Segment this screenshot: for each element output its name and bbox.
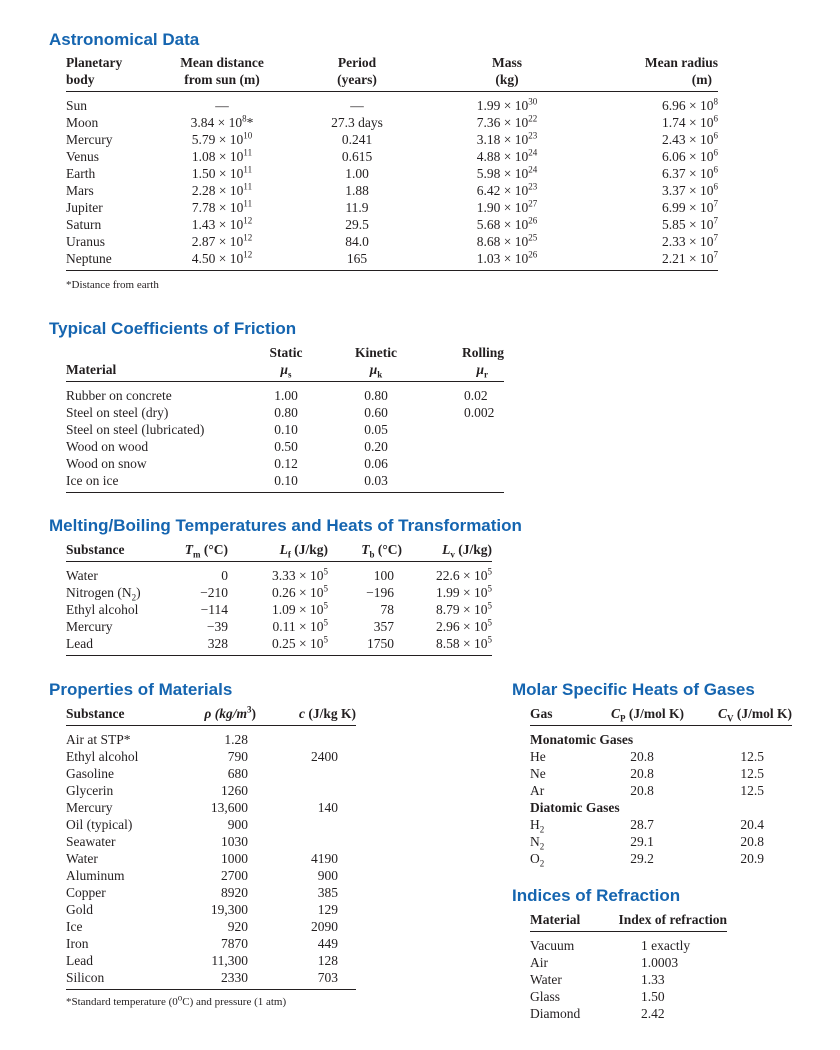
mean-radius: $6.99 \times 10^7$ <box>662 198 718 215</box>
molar-table <box>530 705 792 867</box>
specific-heat-value <box>256 726 356 749</box>
col-header-body-1: Planetary <box>66 55 123 70</box>
substance-name: Gold <box>66 902 93 917</box>
planet-name: Saturn <box>66 217 102 232</box>
col-header-substance: Substance <box>66 705 176 726</box>
density-value: 1.28 <box>224 732 248 747</box>
gas-group-row <box>530 726 792 749</box>
table-row <box>66 131 718 148</box>
col-header-period-2: (years) <box>282 71 432 92</box>
density-value: 13,600 <box>210 800 248 815</box>
col-header-lf: $L_f$ (J/kg) <box>228 541 332 562</box>
table-row <box>66 584 492 601</box>
material-name: Steel on steel (dry) <box>66 405 169 420</box>
rolling-coefficient: 0.02 <box>464 388 488 403</box>
table-row <box>66 148 718 165</box>
materials-title: Properties of Materials <box>49 680 233 699</box>
material-name: Air <box>530 955 548 970</box>
orbital-period: 1.00 <box>345 166 369 181</box>
mean-distance: $1.08 \times 10^{11}$ <box>191 147 253 164</box>
col-header-material: Material <box>66 361 246 382</box>
rolling-coefficient <box>426 438 504 455</box>
density-value: 790 <box>227 749 248 764</box>
static-coefficient: 1.00 <box>274 388 298 403</box>
col-header-cp: $C_P$ (J/mol K) <box>592 705 692 726</box>
astronomical-title: Astronomical Data <box>49 30 200 49</box>
gas-group-row <box>530 799 792 816</box>
friction-table <box>66 344 504 493</box>
substance-name: Ethyl alcohol <box>66 749 139 764</box>
melting-temperature: −210 <box>200 585 228 600</box>
substance-name: Copper <box>66 885 106 900</box>
gas-name: Ne <box>530 766 546 781</box>
mass: $5.68 \times 10^{26}$ <box>476 215 538 232</box>
col-header-period-1: Period <box>337 55 377 70</box>
kinetic-coefficient: 0.06 <box>364 456 388 471</box>
table-row <box>530 954 727 971</box>
melting-temperature: −114 <box>200 602 228 617</box>
table-row <box>66 114 718 131</box>
orbital-period: 165 <box>282 250 432 271</box>
heat-of-vaporization: $8.79 \times 10^5$ <box>436 600 492 617</box>
material-name: Vacuum <box>530 938 575 953</box>
material-name: Glass <box>530 989 560 1004</box>
substance-name: Lead <box>66 635 168 656</box>
refractive-index: 2.42 <box>641 1006 665 1021</box>
heat-of-fusion: $0.26 \times 10^5$ <box>272 583 328 600</box>
density-value: 680 <box>227 766 248 781</box>
table-row <box>66 952 356 969</box>
table-row <box>530 850 792 867</box>
col-header-density: ρ $(kg/m^3)$ <box>176 705 256 726</box>
table-row <box>66 404 504 421</box>
specific-heat-value <box>256 833 356 850</box>
rolling-coefficient: 0.002 <box>464 405 495 420</box>
substance-name: Iron <box>66 936 89 951</box>
material-name: Rubber on concrete <box>66 388 172 403</box>
refractive-index: 1.33 <box>641 972 665 987</box>
col-header-specific-heat: c (J/kg K) <box>256 705 356 726</box>
substance-name: Lead <box>66 953 93 968</box>
table-row <box>66 438 504 455</box>
melting-table <box>66 541 492 656</box>
mass: $3.18 \times 10^{23}$ <box>476 130 538 147</box>
table-row <box>66 935 356 952</box>
planet-name: Uranus <box>66 234 105 249</box>
rolling-coefficient <box>426 421 504 438</box>
substance-name: Gasoline <box>66 766 114 781</box>
static-coefficient: 0.12 <box>274 456 298 471</box>
cp-value: 20.8 <box>630 749 654 764</box>
mass: $1.03 \times 10^{26}$ <box>432 250 582 271</box>
refraction-title: Indices of Refraction <box>512 886 681 905</box>
table-row <box>530 833 792 850</box>
orbital-period: 84.0 <box>345 234 369 249</box>
melting-title: Melting/Boiling Temperatures and Heats of Transformation <box>49 516 522 535</box>
material-name: Ice on ice <box>66 472 246 493</box>
heat-of-fusion: $0.11 \times 10^5$ <box>272 617 328 634</box>
substance-name: Air at STP* <box>66 732 131 747</box>
specific-heat-value <box>256 765 356 782</box>
table-row <box>66 199 718 216</box>
substance-name: Nitrogen $(N_2)$ <box>66 585 141 603</box>
col-header-body-2: body <box>66 71 162 92</box>
gas-name: Ar <box>530 783 545 798</box>
heat-of-fusion: $0.25 \times 10^5$ <box>228 635 332 656</box>
col-header-index: Index of refraction <box>597 911 727 932</box>
substance-name: Ethyl alcohol <box>66 602 139 617</box>
specific-heat-value: 129 <box>317 902 338 917</box>
table-row <box>530 1005 727 1022</box>
substance-name: Mercury <box>66 619 113 634</box>
mass: $1.90 \times 10^{27}$ <box>476 198 538 215</box>
planet-name: Sun <box>66 98 88 113</box>
table-row <box>66 618 492 635</box>
col-header-kinetic: Kinetic <box>355 345 397 360</box>
mass: $5.98 \times 10^{24}$ <box>476 164 538 181</box>
density-value: 11,300 <box>211 953 248 968</box>
table-row <box>66 455 504 472</box>
gas-name: $H_2$ <box>530 817 545 835</box>
specific-heat-value: 140 <box>317 800 338 815</box>
density-value: 900 <box>227 817 248 832</box>
kinetic-coefficient: 0.05 <box>364 422 388 437</box>
cv-value: 12.5 <box>740 783 764 798</box>
table-row <box>530 782 792 799</box>
material-name: Steel on steel (lubricated) <box>66 422 205 437</box>
table-row <box>530 748 792 765</box>
table-row <box>66 382 504 405</box>
table-row <box>66 472 504 493</box>
rolling-coefficient <box>426 455 504 472</box>
kinetic-coefficient: 0.20 <box>364 439 388 454</box>
melting-temperature: 0 <box>221 568 228 583</box>
mean-distance: $4.50 \times 10^{12}$ <box>162 250 282 271</box>
table-row <box>66 92 718 115</box>
mean-radius: $2.43 \times 10^6$ <box>662 130 718 147</box>
substance-name: Ice <box>66 919 83 934</box>
planet-name: Venus <box>66 149 99 164</box>
orbital-period: 29.5 <box>345 217 369 232</box>
gas-group-label: Monatomic Gases <box>530 732 634 747</box>
col-header-distance-2: from sun (m) <box>162 71 282 92</box>
mass: $8.68 \times 10^{25}$ <box>476 232 538 249</box>
substance-name: Water <box>66 851 98 866</box>
orbital-period: 11.9 <box>345 200 369 215</box>
melting-temperature: 328 <box>168 635 228 656</box>
orbital-period: 1.88 <box>345 183 369 198</box>
table-row <box>66 918 356 935</box>
table-row <box>66 601 492 618</box>
gas-group-label: Diatomic Gases <box>530 800 620 815</box>
planet-name: Neptune <box>66 250 162 271</box>
material-name: Diamond <box>530 1006 581 1021</box>
gas-name: $N_2$ <box>530 834 545 852</box>
cv-value: 12.5 <box>740 766 764 781</box>
substance-name: Seawater <box>66 834 116 849</box>
planet-name: Moon <box>66 115 99 130</box>
table-row <box>66 867 356 884</box>
mean-radius: $6.96 \times 10^8$ <box>662 96 718 113</box>
table-row <box>530 932 727 955</box>
planet-name: Jupiter <box>66 200 103 215</box>
density-value: 1030 <box>221 834 248 849</box>
gas-name: He <box>530 749 546 764</box>
static-coefficient: 0.50 <box>274 439 298 454</box>
col-header-substance: Substance <box>66 541 168 562</box>
mass: $1.99 \times 10^{30}$ <box>476 96 538 113</box>
boiling-temperature: −196 <box>366 585 394 600</box>
col-header-radius-2: (m) <box>582 71 718 92</box>
kinetic-coefficient: 0.80 <box>364 388 388 403</box>
specific-heat-value: 2090 <box>311 919 338 934</box>
specific-heat-value: 703 <box>256 969 356 990</box>
material-name: Water <box>530 972 562 987</box>
melting-temperature: −39 <box>206 619 228 634</box>
col-header-rolling: Rolling <box>461 345 504 360</box>
static-coefficient: 0.10 <box>274 422 298 437</box>
substance-name: Mercury <box>66 800 113 815</box>
table-row <box>66 250 718 271</box>
table-row <box>66 216 718 233</box>
specific-heat-value: 900 <box>317 868 338 883</box>
density-value: 920 <box>227 919 248 934</box>
col-header-cv: $C_V$ (J/mol K) <box>692 705 792 726</box>
gas-name: $O_2$ <box>530 851 545 869</box>
planet-name: Mercury <box>66 132 113 147</box>
astronomical-footnote: *Distance from earth <box>66 279 159 291</box>
table-row <box>66 635 492 656</box>
refractive-index: 1.0003 <box>641 955 679 970</box>
mean-radius: $2.33 \times 10^7$ <box>662 232 718 249</box>
heat-of-vaporization: $2.96 \times 10^5$ <box>436 617 492 634</box>
mean-radius: $6.37 \times 10^6$ <box>662 164 718 181</box>
mean-radius: $6.06 \times 10^6$ <box>662 147 718 164</box>
specific-heat-value <box>256 816 356 833</box>
table-row <box>66 233 718 250</box>
specific-heat-value: 4190 <box>311 851 338 866</box>
cv-value: 12.5 <box>740 749 764 764</box>
heat-of-fusion: $1.09 \times 10^5$ <box>272 600 328 617</box>
boiling-temperature: 1750 <box>332 635 402 656</box>
table-row <box>66 833 356 850</box>
mean-radius: $5.85 \times 10^7$ <box>662 215 718 232</box>
col-header-static: Static <box>269 345 303 360</box>
mean-distance: — <box>215 98 229 113</box>
specific-heat-value: 128 <box>317 953 338 968</box>
density-value: 1260 <box>221 783 248 798</box>
mean-distance: $3.84 \times 10^8*$ <box>190 113 254 130</box>
substance-name: Oil (typical) <box>66 817 133 832</box>
table-row <box>530 765 792 782</box>
mean-distance: $1.43 \times 10^{12}$ <box>191 215 253 232</box>
mean-distance: $1.50 \times 10^{11}$ <box>191 164 253 181</box>
boiling-temperature: 357 <box>373 619 394 634</box>
material-name: Wood on snow <box>66 456 147 471</box>
table-row <box>66 901 356 918</box>
table-row <box>66 748 356 765</box>
specific-heat-value: 2400 <box>311 749 338 764</box>
heat-of-fusion: $3.33 \times 10^5$ <box>272 566 328 583</box>
cv-value: 20.8 <box>740 834 764 849</box>
planet-name: Earth <box>66 166 96 181</box>
col-header-gas: Gas <box>530 705 592 726</box>
orbital-period: — <box>350 98 364 113</box>
table-row <box>66 969 356 990</box>
density-value: 2700 <box>221 868 248 883</box>
mean-radius: $2.21 \times 10^7$ <box>582 250 718 271</box>
col-header-mu-r: $\mu_r$ <box>426 361 504 382</box>
kinetic-coefficient: 0.60 <box>364 405 388 420</box>
table-row <box>66 765 356 782</box>
density-value: 8920 <box>221 885 248 900</box>
material-name: Wood on wood <box>66 439 149 454</box>
table-row <box>530 971 727 988</box>
static-coefficient: 0.80 <box>274 405 298 420</box>
table-row <box>66 421 504 438</box>
cp-value: 29.1 <box>630 834 654 849</box>
col-header-radius-1: Mean radius <box>644 55 718 70</box>
orbital-period: 0.241 <box>341 132 373 147</box>
planet-name: Mars <box>66 183 94 198</box>
col-header-mass-1: Mass <box>492 55 522 70</box>
materials-table <box>66 705 356 990</box>
table-row <box>530 816 792 833</box>
col-header-tb: $T_b$ (°C) <box>332 541 402 562</box>
col-header-lv: $L_v$ (J/kg) <box>402 541 492 562</box>
col-header-distance-1: Mean distance <box>180 55 264 70</box>
col-header-mu-k: $\mu_k$ <box>326 361 426 382</box>
col-header-mass-2: (kg) <box>432 71 582 92</box>
specific-heat-value: 385 <box>317 885 338 900</box>
mean-radius: $1.74 \times 10^6$ <box>662 113 718 130</box>
friction-title: Typical Coefficients of Friction <box>49 319 297 338</box>
table-row <box>66 182 718 199</box>
mass: $6.42 \times 10^{23}$ <box>476 181 538 198</box>
heat-of-vaporization: $1.99 \times 10^5$ <box>436 583 492 600</box>
mass: $4.88 \times 10^{24}$ <box>476 147 538 164</box>
substance-name: Glycerin <box>66 783 114 798</box>
cv-value: 20.9 <box>740 851 764 866</box>
density-value: 19,300 <box>210 902 248 917</box>
table-row <box>66 884 356 901</box>
materials-footnote: *Standard temperature (0$^o$C) and pressure (1 atm) <box>66 992 287 1008</box>
refractive-index: 1.50 <box>641 989 665 1004</box>
table-row <box>530 988 727 1005</box>
mean-radius: $3.37 \times 10^6$ <box>662 181 718 198</box>
table-row <box>66 726 356 749</box>
table-row <box>66 850 356 867</box>
mean-distance: $2.87 \times 10^{12}$ <box>191 232 253 249</box>
col-header-material: Material <box>530 911 597 932</box>
boiling-temperature: 78 <box>380 602 394 617</box>
specific-heat-value: 449 <box>317 936 338 951</box>
col-header-mu-s: $\mu_s$ <box>246 361 326 382</box>
mean-distance: $5.79 \times 10^{10}$ <box>191 130 253 147</box>
orbital-period: 0.615 <box>341 149 373 164</box>
molar-title: Molar Specific Heats of Gases <box>512 680 755 699</box>
density-value: 7870 <box>221 936 248 951</box>
heat-of-vaporization: $22.6 \times 10^5$ <box>436 566 492 583</box>
substance-name: Water <box>66 568 98 583</box>
heat-of-vaporization: $8.58 \times 10^5$ <box>402 635 492 656</box>
substance-name: Aluminum <box>66 868 125 883</box>
cp-value: 28.7 <box>630 817 654 832</box>
rolling-coefficient <box>426 472 504 493</box>
mass: $7.36 \times 10^{22}$ <box>476 113 538 130</box>
table-row <box>66 799 356 816</box>
specific-heat-value <box>256 782 356 799</box>
density-value: 2330 <box>176 969 256 990</box>
boiling-temperature: 100 <box>373 568 394 583</box>
mean-distance: $2.28 \times 10^{11}$ <box>191 181 253 198</box>
kinetic-coefficient: 0.03 <box>326 472 426 493</box>
cp-value: 20.8 <box>630 766 654 781</box>
substance-name: Silicon <box>66 969 176 990</box>
static-coefficient: 0.10 <box>246 472 326 493</box>
refractive-index: 1 exactly <box>641 938 691 953</box>
table-row <box>66 816 356 833</box>
cp-value: 20.8 <box>630 783 654 798</box>
cv-value: 20.4 <box>740 817 764 832</box>
refraction-table <box>530 911 727 1022</box>
table-row <box>66 165 718 182</box>
astronomical-table <box>66 54 718 271</box>
col-header-tm: $T_m$ (°C) <box>168 541 228 562</box>
cp-value: 29.2 <box>630 851 654 866</box>
table-row <box>66 562 492 585</box>
density-value: 1000 <box>221 851 248 866</box>
orbital-period: 27.3 days <box>331 115 383 130</box>
table-row <box>66 782 356 799</box>
mean-distance: $7.78 \times 10^{11}$ <box>191 198 253 215</box>
